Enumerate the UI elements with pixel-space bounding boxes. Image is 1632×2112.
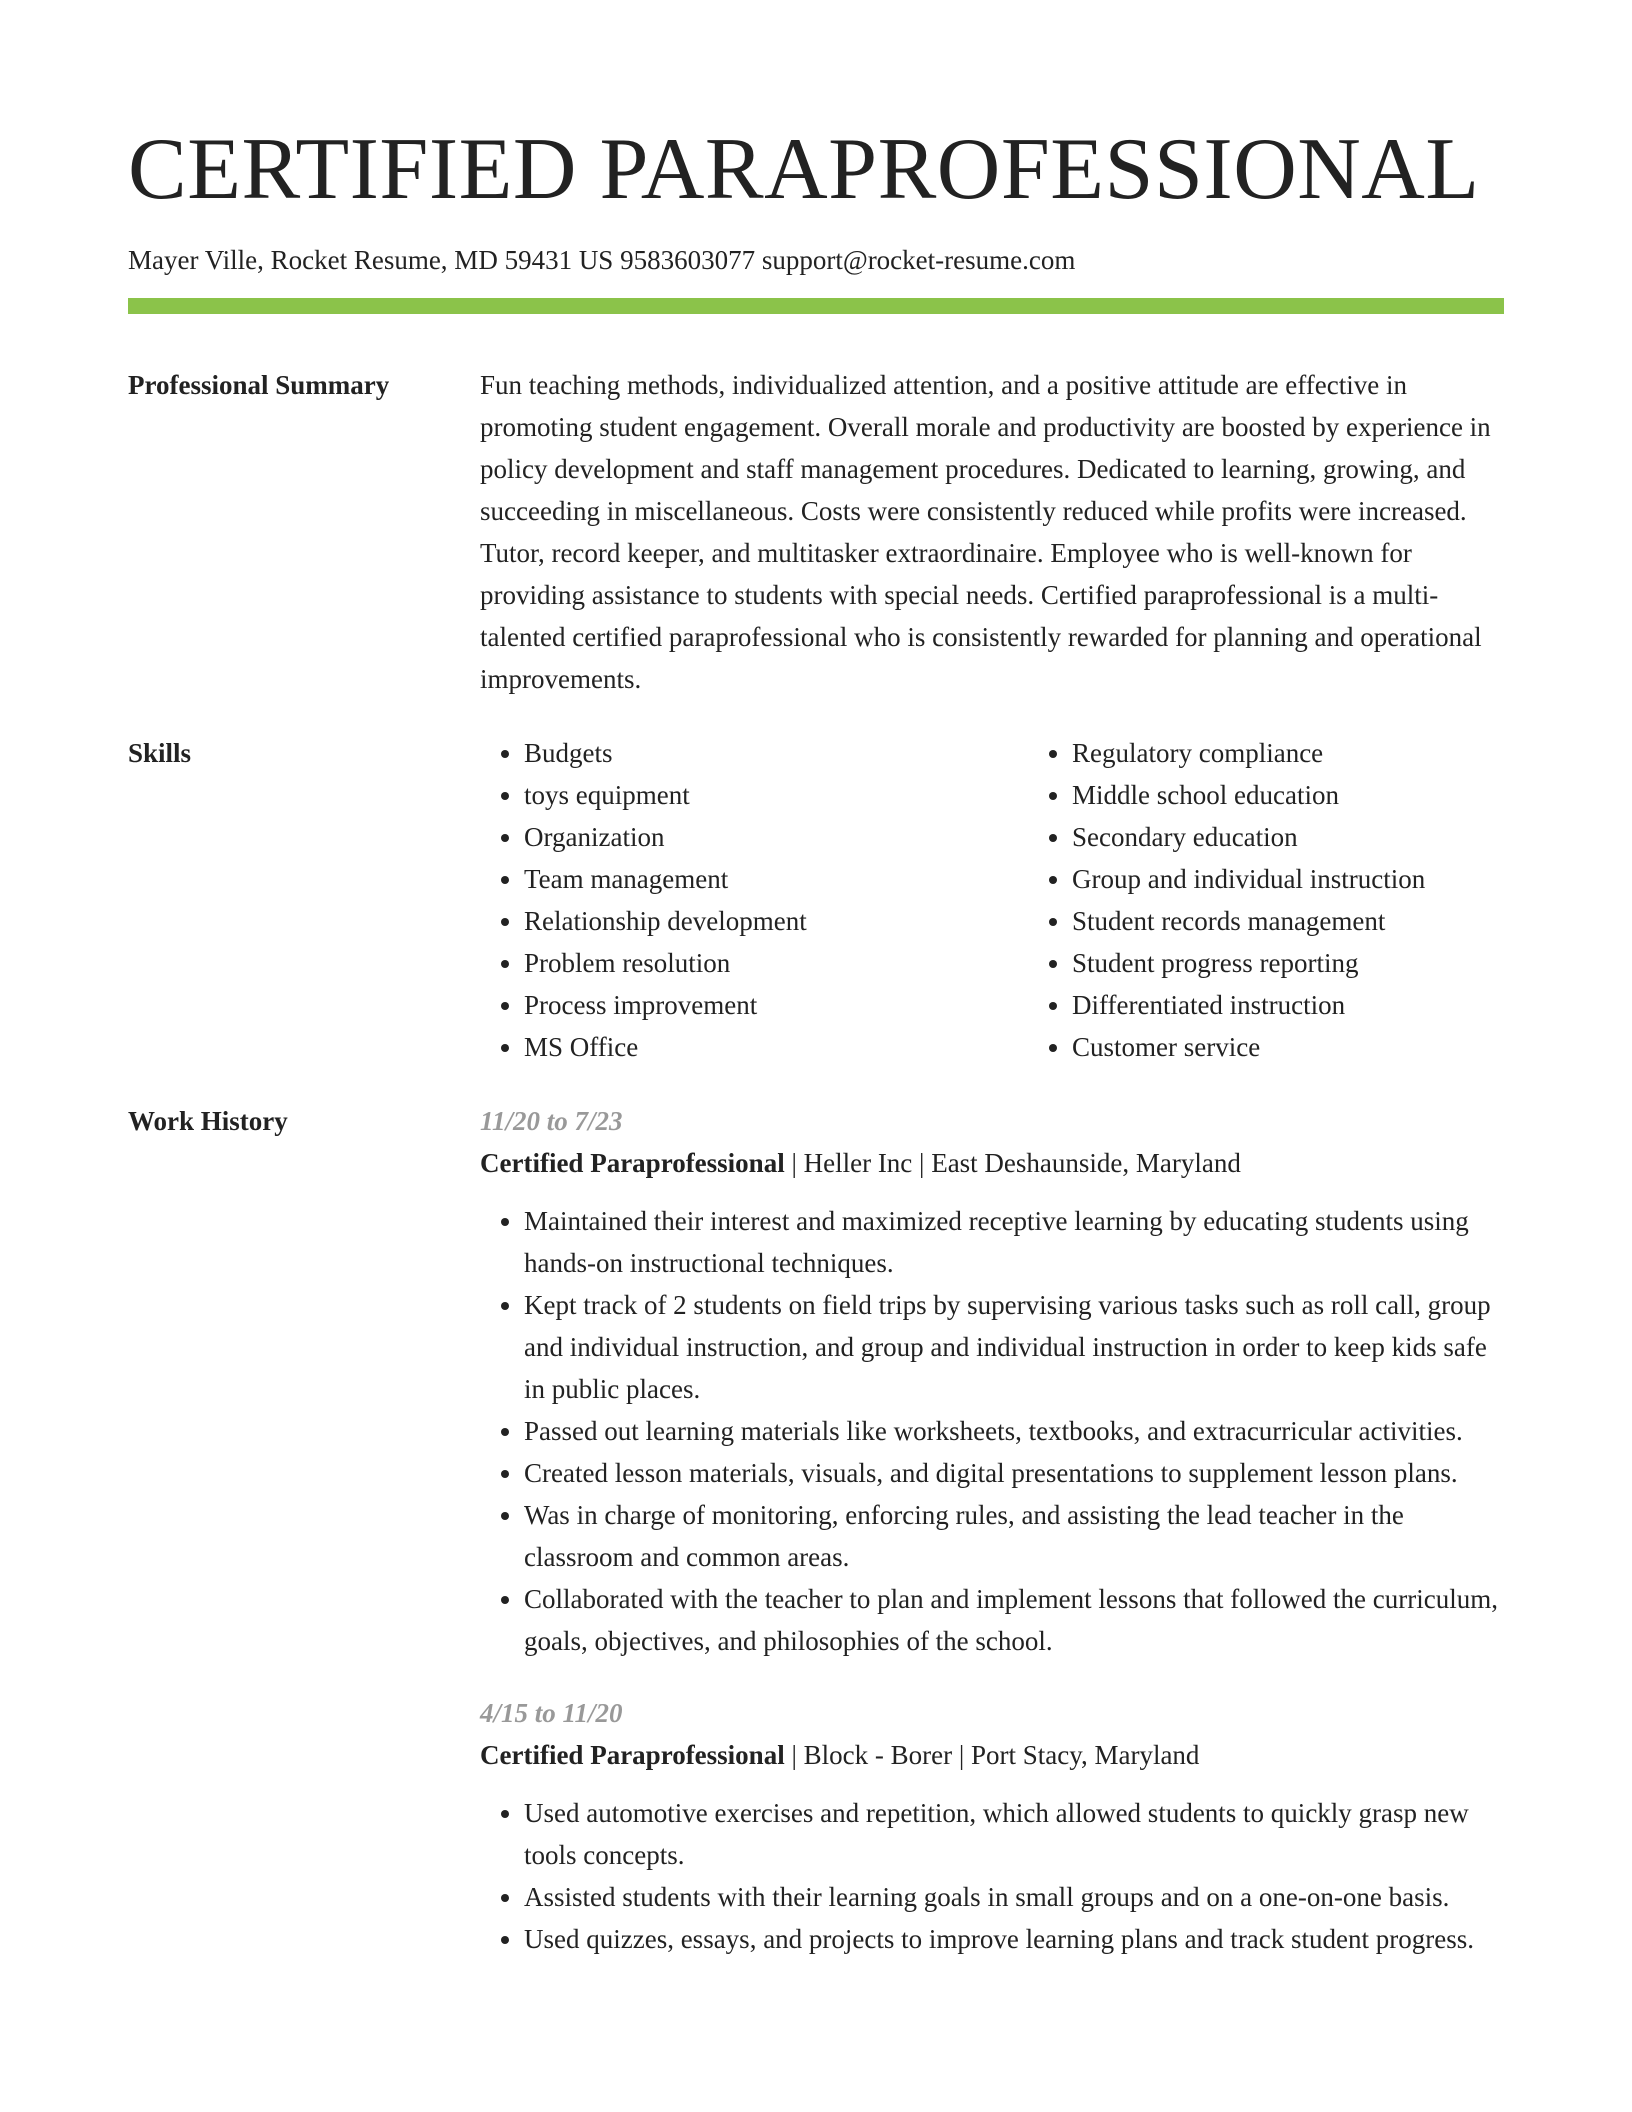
skills-list-right <box>1028 732 1576 1068</box>
job-bullet: • Was in charge of monitoring, enforcing rules, and assisting the lead teacher in the classroom and common areas. <box>524 1494 1504 1578</box>
skills-heading: Skills <box>128 738 192 768</box>
job-entry <box>480 1100 1504 1662</box>
skill-item: • Relationship development <box>524 900 1028 942</box>
resume-page <box>128 0 1504 1960</box>
skill-item: • Middle school education <box>1072 774 1576 816</box>
job-entry <box>480 1692 1504 1960</box>
summary-section <box>128 364 1504 700</box>
skill-item: • Team management <box>524 858 1028 900</box>
job-heading <box>480 1142 1504 1184</box>
job-dates: 11/20 to 7/23 <box>480 1106 623 1136</box>
skills-section <box>128 732 1504 1068</box>
job-bullet: • Passed out learning materials like worksheets, textbooks, and extracurricular activities. <box>524 1410 1504 1452</box>
job-title: Certified Paraprofessional <box>480 1740 785 1770</box>
skill-item: • Differentiated instruction <box>1072 984 1576 1026</box>
job-bullets <box>480 1792 1504 1960</box>
summary-text: Fun teaching methods, individualized attention, and a positive attitude are effective in promoting student engagement. Overall morale and productivity are boosted by experience in policy development and staff management procedures. Dedicated to learning, growing, and succeeding in miscellaneous. Costs were consistently reduced while profits were increased. Tutor, record keeper, and multitasker extraordinaire. Employee who is well-known for providing assistance to students with special needs. Certified paraprofessional is a multi-talented certified paraprofessional who is consistently rewarded for planning and operational improvements. <box>480 370 1491 694</box>
skill-item: • Secondary education <box>1072 816 1576 858</box>
job-bullet: • Used automotive exercises and repetition, which allowed students to quickly grasp new tools concepts. <box>524 1792 1504 1876</box>
skill-item: • Problem resolution <box>524 942 1028 984</box>
job-employer-location: | Block - Borer | Port Stacy, Maryland <box>784 1740 1200 1770</box>
job-employer-location: | Heller Inc | East Deshaunside, Maryland <box>784 1148 1241 1178</box>
work-history-heading: Work History <box>128 1106 288 1136</box>
header-divider <box>128 298 1504 314</box>
skills-list-left <box>480 732 1028 1068</box>
skill-item: • Group and individual instruction <box>1072 858 1576 900</box>
skill-item: • toys equipment <box>524 774 1028 816</box>
job-bullet: • Collaborated with the teacher to plan and implement lessons that followed the curriculum, goals, objectives, and philosophies of the school. <box>524 1578 1504 1662</box>
summary-heading: Professional Summary <box>128 370 390 400</box>
work-history-body <box>480 1100 1504 1960</box>
job-title: Certified Paraprofessional <box>480 1148 785 1178</box>
job-bullet: • Used quizzes, essays, and projects to improve learning plans and track student progress. <box>524 1918 1504 1960</box>
skills-columns <box>480 732 1576 1068</box>
job-bullet: • Kept track of 2 students on field trips by supervising various tasks such as roll call, group and individual instruction, and group and individual instruction in order to keep kids safe in public places. <box>524 1284 1504 1410</box>
skill-item: • Student records management <box>1072 900 1576 942</box>
summary-body <box>480 364 1504 700</box>
skill-item: • MS Office <box>524 1026 1028 1068</box>
job-heading <box>480 1734 1504 1776</box>
skill-item: • Regulatory compliance <box>1072 732 1576 774</box>
job-bullet: • Assisted students with their learning goals in small groups and on a one-on-one basis. <box>524 1876 1504 1918</box>
skill-item: • Customer service <box>1072 1026 1576 1068</box>
resume-name: CERTIFIED PARAPROFESSIONAL <box>128 121 1480 218</box>
skill-item: • Budgets <box>524 732 1028 774</box>
job-bullet: • Maintained their interest and maximized receptive learning by educating students using hands-on instructional techniques. <box>524 1200 1504 1284</box>
work-history-section <box>128 1100 1504 1960</box>
skill-item: • Process improvement <box>524 984 1028 1026</box>
job-dates: 4/15 to 11/20 <box>480 1698 623 1728</box>
skill-item: • Organization <box>524 816 1028 858</box>
contact-info: Mayer Ville, Rocket Resume, MD 59431 US 9583603077 support@rocket-resume.com <box>128 245 1076 275</box>
skill-item: • Student progress reporting <box>1072 942 1576 984</box>
job-bullets <box>480 1200 1504 1662</box>
job-bullet: • Created lesson materials, visuals, and digital presentations to supplement lesson plans. <box>524 1452 1504 1494</box>
